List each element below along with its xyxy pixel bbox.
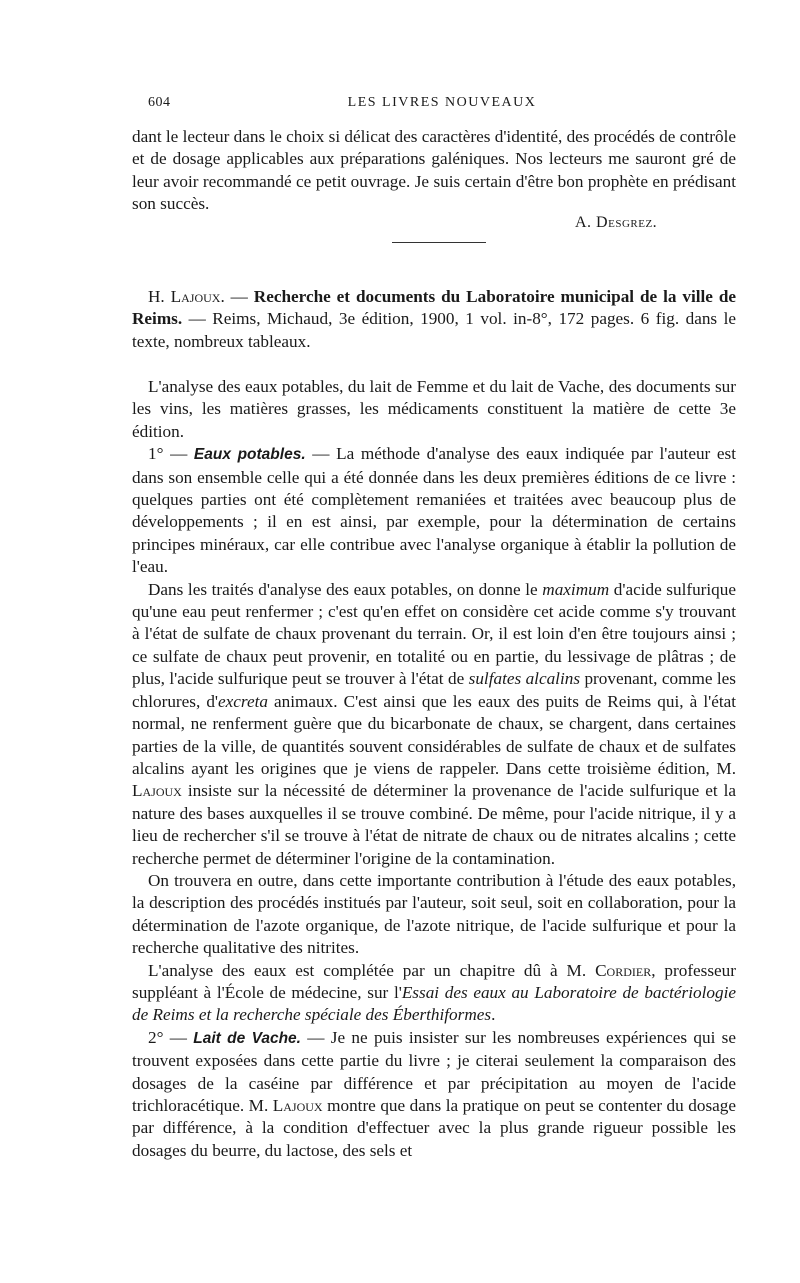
paragraph-6-part-a: — Je ne puis insister sur les nombreuses expériences qui se trouvent exposées dans cette partie du livre ; je citerai seulement la comparaison des dosages de la caséine par différence et par précipitation au moyen de l'acide trichloracétique. M. <box>132 1027 737 1115</box>
section-divider <box>392 242 486 243</box>
paragraph-6-part-b: montre que dans la pratique on peut se contenter du dosage par différence, à la condition d'effectuer avec la plus grande rigueur possible les dosages du beurre, du lactose, des sels et <box>132 1096 736 1160</box>
review-details: — Reims, Michaud, 3e édition, 1900, 1 vol. in-8°, 172 pages. 6 fig. dans le texte, nombreux tableaux. <box>132 309 736 351</box>
signature: A. Desgrez. <box>575 214 658 231</box>
section-heading-eaux-potables: Eaux potables. <box>193 446 306 464</box>
paragraph-3 <box>132 579 736 870</box>
review-title: Recherche et documents du Laboratoire municipal de la ville de Reims. <box>132 287 737 329</box>
paragraph-2-text: — La méthode d'analyse des eaux indiquée par l'auteur est dans son ensemble celle qui a été donnée dans les deux premières éditions de ce livre : quelques parties ont été complètement remaniées et traitées avec beaucoup plus de développements ; il en est ainsi, par exemple, pour la détermination de certains principes minéraux, car elle contribue avec l'analyse organique à établir la pollution de l'eau. <box>132 444 736 577</box>
page-number: 604 <box>148 95 171 110</box>
paragraph-1: L'analyse des eaux potables, du lait de Femme et du lait de Vache, des documents sur les vins, les matières grasses, les médicaments constituent la matière de cette 3e édition. <box>132 377 736 441</box>
running-title: LES LIVRES NOUVEAUX <box>347 95 537 110</box>
paragraph-5-part-c: . <box>491 1005 496 1025</box>
name-cordier: Cordier <box>595 960 652 980</box>
paragraph-eaux-potables <box>132 443 736 578</box>
intro-paragraph-block <box>132 126 736 216</box>
paragraph-5-part-b: , professeur suppléant à l'École de médecine, sur l' <box>132 960 736 1002</box>
paragraph-3-part-d: animaux. C'est ainsi que les eaux des puits de Reims qui, à l'état normal, ne renferment guère que du bicarbonate de chaux, se chargent, dans certaines parties de la ville, de quantités souvent considérables de sulfate de chaux et de sulfates alcalins ayant les origines que je viens de rappeler. Dans cette troisième édition, M. <box>132 691 737 778</box>
review-heading <box>132 286 736 353</box>
paragraph-3-part-c: provenant, comme les chlorures, d' <box>132 669 736 711</box>
paragraph-3-part-a: Dans les traités d'analyse des eaux potables, on donne le <box>148 579 543 599</box>
review-body <box>132 376 736 1162</box>
paragraph-3-part-e: insiste sur la nécessité de déterminer la provenance de l'acide sulfurique et la nature des bases auxquelles il se trouve combiné. De même, pour l'acide nitrique, il y a lieu de rechercher s'il se trouve à l'état de nitrate de chaux ou de nitrates alcalins ; cette recherche permet de déterminer l'origine de la contamination. <box>132 781 736 868</box>
section-heading-lait-de-vache: Lait de Vache. <box>193 1029 301 1047</box>
paragraph-4: On trouvera en outre, dans cette importante contribution à l'étude des eaux potables, la description des procédés institués par l'auteur, soit seul, soit en collaboration, pour la détermination de l'azote organique, de l'azote nitrique, de l'acide sulfurique et pour la recherche qualitative des nitrites. <box>132 870 736 958</box>
intro-paragraph: dant le lecteur dans le choix si délicat des caractères d'identité, des procédés de contrôle et de dosage applicables aux préparations galéniques. Nos lecteurs me sauront gré de leur avoir recommandé ce petit ouvrage. Je suis certain d'être bon prophète en prédisant son succès. <box>132 127 736 214</box>
review-title-separator: — <box>224 287 254 306</box>
paragraph-5-part-a: L'analyse des eaux est complétée par un chapitre dû à M. <box>148 960 596 980</box>
paragraph-lait-de-vache <box>132 1027 736 1162</box>
paragraph-3-part-b: d'acide sulfurique qu'une eau peut renfermer ; c'est qu'en effet on considère cet acide comme s'y trouvant à l'état de sulfate de chaux provenant du terrain. Or, il est loin d'en être toujours ainsi ; ce sulfate de chaux peut provenir, en totalité ou en partie, du lessivage de plâtras ; de plus, l'acide sulfurique peut se trouver à l'état de <box>132 579 737 689</box>
review-author: H. Lajoux. <box>148 287 225 306</box>
paragraph-5 <box>132 960 736 1027</box>
term-maximum: maximum <box>542 579 610 599</box>
term-excreta: excreta <box>218 691 268 711</box>
term-sulfates-alcalins: sulfates alcalins <box>468 669 581 689</box>
chapter-title-essai: Essai des eaux au Laboratoire de bactériologie de Reims et la recherche spéciale des Éberthiformes <box>132 982 736 1025</box>
section-number-2: 2° — <box>148 1027 194 1047</box>
name-lajoux: Lajoux <box>132 781 182 801</box>
name-lajoux-2: Lajoux <box>272 1096 323 1115</box>
section-number-1: 1° — <box>148 444 194 464</box>
